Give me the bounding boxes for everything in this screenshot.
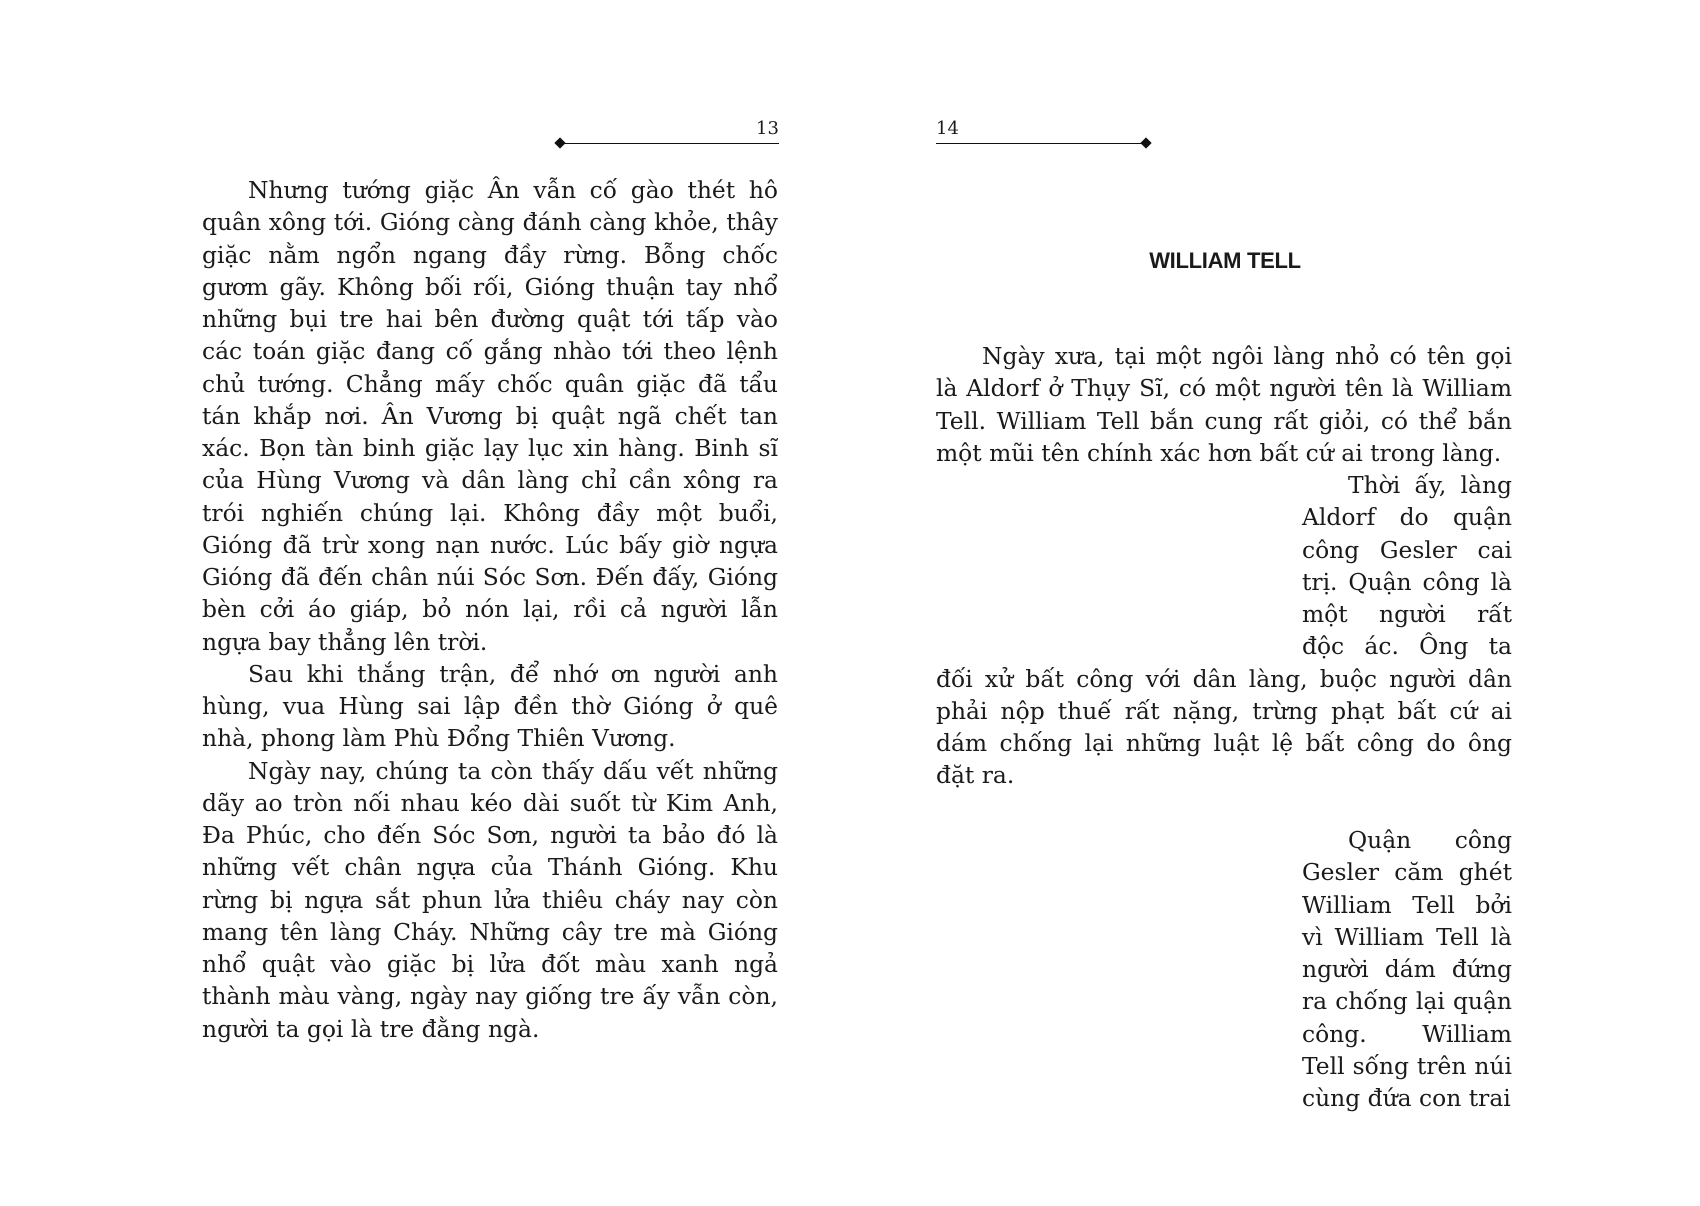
header-rule xyxy=(936,143,1148,144)
chapter-title: WILLIAM TELL xyxy=(1149,248,1301,273)
body-text xyxy=(202,174,778,1045)
page-number: 13 xyxy=(756,118,779,139)
header-ornament xyxy=(1140,137,1151,148)
paragraph: Ngày nay, chúng ta còn thấy dấu vết những dãy ao tròn nối nhau kéo dài suốt từ Kim Anh, Đa Phúc, cho đến Sóc Sơn, người ta bảo đó là những vết chân ngựa của Thánh Gióng. Khu rừng bị ngựa sắt phun lửa thiêu cháy nay còn mang tên làng Cháy. Những cây tre mà Gióng nhổ quật vào giặc bị lửa đốt màu xanh ngả thành màu vàng, ngày nay giống tre ấy vẫn còn, người ta gọi là tre đằng ngà. xyxy=(202,756,778,1043)
header-rule xyxy=(562,143,779,144)
body-text-column xyxy=(1302,824,1512,1114)
paragraph: Quận công Gesler căm ghét William Tell bởi vì William Tell là người dám đứng ra chống lại quận công. William Tell sống trên núi cùng đứa con trai xyxy=(1302,826,1512,1112)
paragraph: Nhưng tướng giặc Ân vẫn cố gào thét hô quân xông tới. Gióng càng đánh càng khỏe, thây giặc nằm ngổn ngang đầy rừng. Bỗng chốc gươm gãy. Không bối rối, Gióng thuận tay nhổ những bụi tre hai bên đường quật tới tấp vào các toán giặc đang cố gắng nhào tới theo lệnh chủ tướng. Chẳng mấy chốc quân giặc đã tẩu tán khắp nơi. Ân Vương bị quật ngã chết tan xác. Bọn tàn binh giặc lạy lục xin hàng. Binh sĩ của Hùng Vương và dân làng chỉ cần xông ra trói nghiến chúng lại. Không đầy một buổi, Gióng đã trừ xong nạn nước. Lúc bấy giờ ngựa Gióng đã đến chân núi Sóc Sơn. Đến đấy, Gióng bèn cởi áo giáp, bỏ nón lại, rồi cả người lẫn ngựa bay thẳng lên trời. xyxy=(202,176,778,656)
paragraph: Sau khi thắng trận, để nhớ ơn người anh hùng, vua Hùng sai lập đền thờ Gióng ở quê nhà, phong làm Phù Đổng Thiên Vương. xyxy=(202,659,778,753)
paragraph: Ngày xưa, tại một ngôi làng nhỏ có tên gọi là Aldorf ở Thụy Sĩ, có một người tên là William Tell. William Tell bắn cung rất giỏi, có thể bắn một mũi tên chính xác hơn bất cứ ai trong làng. xyxy=(936,342,1512,467)
page-number: 14 xyxy=(936,118,959,139)
body-text xyxy=(936,340,1512,792)
paragraph: Thời ấy, làng Aldorf do quận công Gesler cai trị. Quận công là một người rất độc ác. Ông ta đối xử bất công với dân làng, buộc người dân phải nộp thuế rất nặng, trừng phạt bất cứ ai dám chống lại những luật lệ bất công do ông đặt ra. xyxy=(936,471,1512,790)
image-placeholder xyxy=(936,469,1302,659)
